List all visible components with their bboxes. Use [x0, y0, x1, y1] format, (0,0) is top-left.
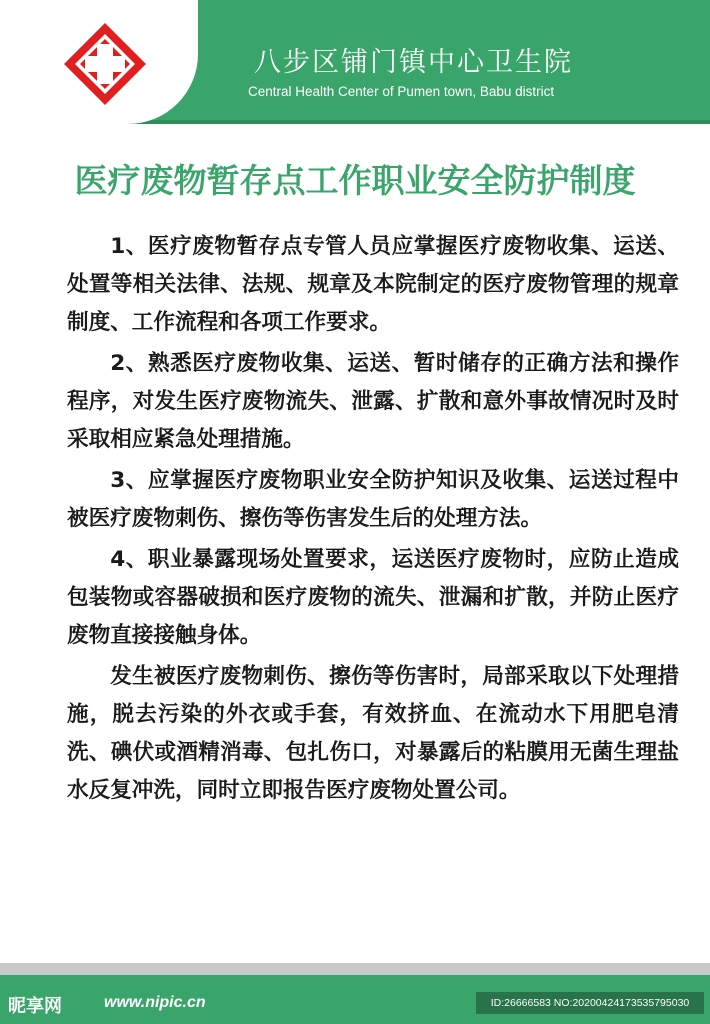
footer-band — [0, 963, 710, 975]
hospital-name-en: Central Health Center of Pumen town, Babu district — [248, 84, 555, 99]
paragraph-5: 发生被医疗废物刺伤、擦伤等伤害时，局部采取以下处理措施，脱去污染的外衣或手套，有效挤血、在流动水下用肥皂清洗、碘伏或酒精消毒、包扎伤口，对暴露后的粘膜用无菌生理盐水反复冲洗，同时立即报告医疗废物处置公司。 — [67, 664, 679, 803]
paragraph-4: 4、职业暴露现场处置要求，运送医疗废物时，应防止造成包装物或容器破损和医疗废物的流失、泄漏和扩散，并防止医疗废物直接接触身体。 — [67, 547, 679, 648]
red-cross-diamond-icon — [63, 22, 147, 106]
document-body — [67, 228, 679, 813]
paragraph-2: 2、熟悉医疗废物收集、运送、暂时储存的正确方法和操作程序，对发生医疗废物流失、泄露、扩散和意外事故情况时及时采取相应紧急处理措施。 — [67, 351, 679, 452]
paragraph-1: 1、医疗废物暂存点专管人员应掌握医疗废物收集、运送、处置等相关法律、法规、规章及本院制定的医疗废物管理的规章制度、工作流程和各项工作要求。 — [67, 234, 679, 335]
image-id-label: ID:26666583 NO:20200424173535795030 — [476, 992, 704, 1014]
hospital-name-cn: 八步区铺门镇中心卫生院 — [254, 47, 573, 78]
watermark-brand: 昵享网 — [8, 996, 62, 1017]
page-title: 医疗废物暂存点工作职业安全防护制度 — [74, 161, 636, 200]
watermark-site: www.nipic.cn — [104, 994, 206, 1011]
paragraph-3: 3、应掌握医疗废物职业安全防护知识及收集、运送过程中被医疗废物刺伤、擦伤等伤害发生后的处理方法。 — [67, 468, 679, 531]
